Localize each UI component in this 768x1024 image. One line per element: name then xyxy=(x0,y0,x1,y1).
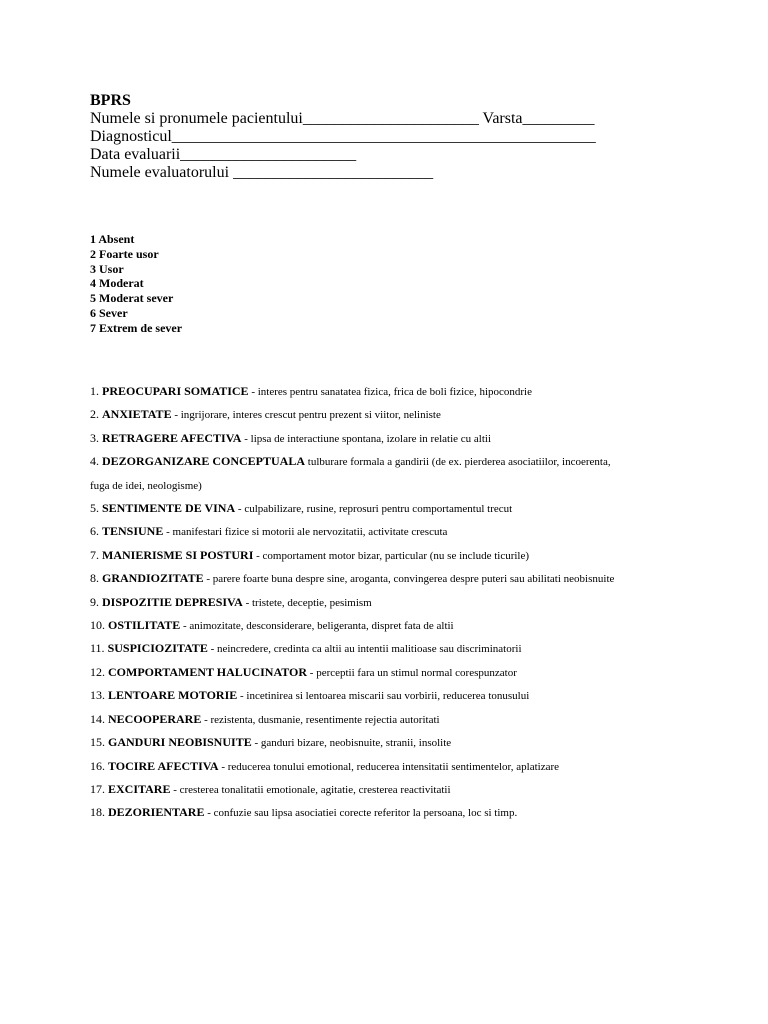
scale-level: 6 Sever xyxy=(90,305,128,320)
item-description: - cresterea tonalitatii emotionale, agitatie, cresterea reactivitatii xyxy=(170,783,451,796)
diagnosis-field: Diagnosticul_____________________________________________________ xyxy=(90,128,596,145)
item-name: GANDURI NEOBISNUITE xyxy=(108,735,252,750)
document-page xyxy=(90,92,730,820)
item-number: 9. xyxy=(90,594,99,609)
item-number: 13. xyxy=(90,688,105,703)
item-number: 5. xyxy=(90,501,99,516)
list-item xyxy=(90,614,630,637)
item-name: LENTOARE MOTORIE xyxy=(108,688,238,703)
item-description: - comportament motor bizar, particular (nu se include ticurile) xyxy=(253,549,530,562)
item-description: - confuzie sau lipsa asociatiei corecte referitor la persoana, loc si timp. xyxy=(204,807,518,820)
item-name: RETRAGERE AFECTIVA xyxy=(102,430,242,445)
patient-name-age-field: Numele si pronumele pacientului______________________ Varsta_________ xyxy=(90,110,595,127)
scale-level: 4 Moderat xyxy=(90,276,144,291)
item-number: 2. xyxy=(90,407,99,422)
scale-level: 7 Extrem de sever xyxy=(90,320,183,335)
item-number: 17. xyxy=(90,781,105,796)
list-item xyxy=(90,567,630,590)
item-number: 8. xyxy=(90,571,99,586)
item-name: EXCITARE xyxy=(108,781,171,796)
list-item xyxy=(90,520,630,543)
list-item xyxy=(90,661,630,684)
item-number: 15. xyxy=(90,735,105,750)
list-item xyxy=(90,637,630,660)
item-description: tulburare formala a gandirii (de ex. pierderea asociatiilor, incoerenta, fuga de idei, neologisme) xyxy=(90,456,611,492)
item-description: - culpabilizare, rusine, reprosuri pentru comportamentul trecut xyxy=(235,503,513,516)
evaluation-date-field: Data evaluarii______________________ xyxy=(90,146,357,163)
item-description: - manifestari fizice si motorii ale nervozitatii, activitate crescuta xyxy=(163,526,448,539)
item-number: 3. xyxy=(90,430,99,445)
list-item xyxy=(90,708,630,731)
item-description: - animozitate, desconsiderare, beligeranta, dispret fata de altii xyxy=(180,620,454,633)
item-number: 4. xyxy=(90,454,99,469)
scale-level: 2 Foarte usor xyxy=(90,246,159,261)
list-item xyxy=(90,591,630,614)
item-name: COMPORTAMENT HALUCINATOR xyxy=(108,664,308,679)
list-item xyxy=(90,380,630,403)
item-description: - reducerea tonului emotional, reducerea intensitatii sentimentelor, aplatizare xyxy=(218,760,560,773)
list-item xyxy=(90,427,630,450)
item-number: 12. xyxy=(90,664,105,679)
item-name: SUSPICIOZITATE xyxy=(107,641,208,656)
rating-scale xyxy=(90,232,182,336)
item-description: - tristete, deceptie, pesimism xyxy=(242,596,372,609)
item-number: 6. xyxy=(90,524,99,539)
item-number: 7. xyxy=(90,547,99,562)
item-name: DEZORGANIZARE CONCEPTUALA xyxy=(102,454,306,469)
item-name: TENSIUNE xyxy=(102,524,164,539)
item-description: - ingrijorare, interes crescut pentru prezent si viitor, neliniste xyxy=(171,409,441,422)
document-title: BPRS xyxy=(90,92,131,109)
list-item xyxy=(90,450,630,497)
item-description: - perceptii fara un stimul normal corespunzator xyxy=(307,666,517,679)
item-number: 11. xyxy=(90,641,105,656)
evaluator-name-field: Numele evaluatorului _________________________ xyxy=(90,164,434,181)
list-item xyxy=(90,497,630,520)
scale-level: 5 Moderat sever xyxy=(90,291,174,306)
item-list xyxy=(90,380,630,825)
item-name: DISPOZITIE DEPRESIVA xyxy=(102,594,243,609)
item-name: MANIERISME SI POSTURI xyxy=(102,547,254,562)
item-description: - rezistenta, dusmanie, resentimente rejectia autoritati xyxy=(201,713,440,726)
item-number: 14. xyxy=(90,711,105,726)
list-item xyxy=(90,684,630,707)
list-item xyxy=(90,778,630,801)
item-name: PREOCUPARI SOMATICE xyxy=(102,384,249,398)
item-name: SENTIMENTE DE VINA xyxy=(102,501,236,516)
item-number: 10. xyxy=(90,618,105,633)
item-name: GRANDIOZITATE xyxy=(102,571,204,586)
form-header xyxy=(90,92,730,182)
scale-level: 1 Absent xyxy=(90,232,135,246)
item-number: 18. xyxy=(90,805,105,820)
item-name: ANXIETATE xyxy=(102,407,172,422)
item-name: NECOOPERARE xyxy=(108,711,202,726)
item-number: 16. xyxy=(90,758,105,773)
item-description: - interes pentru sanatatea fizica, frica de boli fizice, hipocondrie xyxy=(248,386,532,398)
scale-level: 3 Usor xyxy=(90,261,124,276)
list-item xyxy=(90,544,630,567)
item-description: - lipsa de interactiune spontana, izolare in relatie cu altii xyxy=(241,432,492,445)
item-name: DEZORIENTARE xyxy=(108,805,205,820)
item-description: - neincredere, credinta ca altii au intentii malitioase sau discriminatorii xyxy=(207,643,522,656)
item-number: 1. xyxy=(90,384,99,398)
list-item xyxy=(90,801,630,824)
item-description: - parere foarte buna despre sine, aroganta, convingerea despre puteri sau abilitati neobisnuite xyxy=(203,573,615,586)
list-item xyxy=(90,403,630,426)
item-description: - incetinirea si lentoarea miscarii sau vorbirii, reducerea tonusului xyxy=(237,690,530,703)
item-name: OSTILITATE xyxy=(108,618,181,633)
list-item xyxy=(90,731,630,754)
item-description: - ganduri bizare, neobisnuite, stranii, insolite xyxy=(251,737,452,750)
item-name: TOCIRE AFECTIVA xyxy=(108,758,219,773)
list-item xyxy=(90,755,630,778)
